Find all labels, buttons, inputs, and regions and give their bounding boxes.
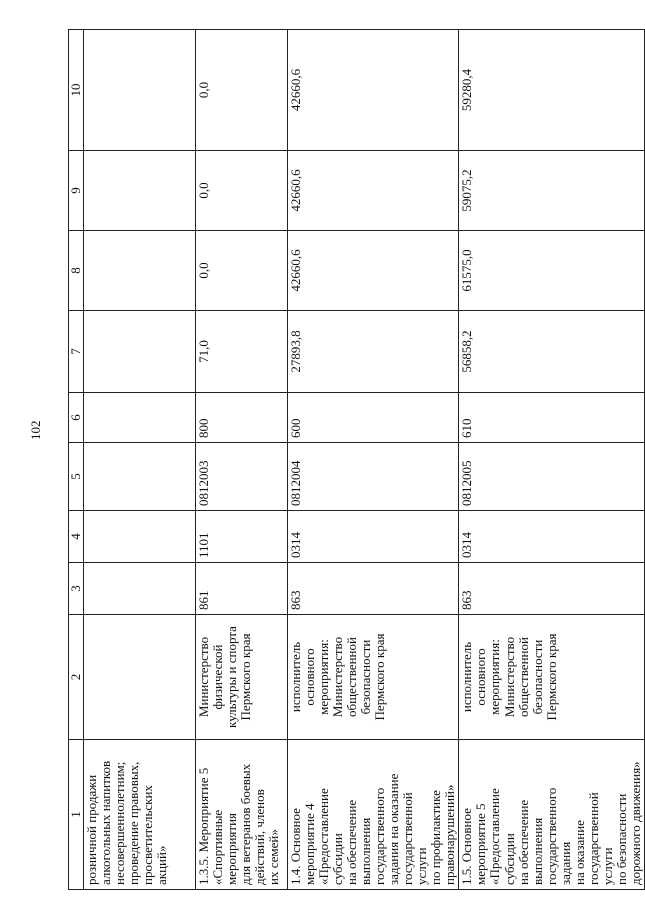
header-cell: 2 [69,615,84,740]
header-cell: 6 [69,393,84,443]
header-cell: 10 [69,30,84,151]
target-article-cell: 0812005 [459,443,644,511]
grbs-code-cell: 861 [196,563,288,615]
section-code-cell: 1101 [196,511,288,563]
header-row [69,30,84,890]
budget-table [68,29,645,890]
grbs-code-cell: 863 [288,563,459,615]
amount-cell: 71,0 [196,311,288,393]
header-cell: 5 [69,443,84,511]
target-article-cell: 0812003 [196,443,288,511]
amount-cell: 42660,6 [288,151,459,231]
header-cell: 9 [69,151,84,231]
table-row [288,30,459,890]
amount-cell [84,30,196,151]
measure-name-cell: розничной продажи алкогольных напитков несовершеннолетним; проведение правовых, просветительских акций» [84,740,196,890]
header-cell: 8 [69,231,84,311]
amount-cell: 42660,6 [288,30,459,151]
amount-cell [84,311,196,393]
amount-cell: 0,0 [196,231,288,311]
amount-cell: 0,0 [196,30,288,151]
amount-cell: 56858,2 [459,311,644,393]
page-number: 102 [28,420,43,440]
expense-type-cell [84,393,196,443]
executor-cell: Министерство физической культуры и спорта Пермского края [196,615,288,740]
rotated-table-wrapper [68,30,645,890]
target-article-cell [84,443,196,511]
amount-cell: 0,0 [196,151,288,231]
amount-cell: 59075,2 [459,151,644,231]
executor-cell [84,615,196,740]
section-code-cell: 0314 [459,511,644,563]
table-row [459,30,644,890]
expense-type-cell: 610 [459,393,644,443]
target-article-cell: 0812004 [288,443,459,511]
section-code-cell: 0314 [288,511,459,563]
executor-cell: исполнитель основного мероприятия: Министерство общественной безопасности Пермского края [288,615,459,740]
amount-cell [84,231,196,311]
table-row [84,30,196,890]
grbs-code-cell: 863 [459,563,644,615]
amount-cell: 42660,6 [288,231,459,311]
amount-cell: 59280,4 [459,30,644,151]
amount-cell: 27893,8 [288,311,459,393]
executor-cell: исполнитель основного мероприятия: Министерство общественной безопасности Пермского края [459,615,644,740]
header-cell: 3 [69,563,84,615]
measure-name-cell: 1.3.5. Мероприятие 5 «Спортивные мероприятия для ветеранов боевых действий, членов их семей» [196,740,288,890]
table-row [196,30,288,890]
section-code-cell [84,511,196,563]
amount-cell [84,151,196,231]
grbs-code-cell [84,563,196,615]
header-cell: 7 [69,311,84,393]
amount-cell: 61575,0 [459,231,644,311]
expense-type-cell: 800 [196,393,288,443]
header-cell: 4 [69,511,84,563]
expense-type-cell: 600 [288,393,459,443]
measure-name-cell: 1.4. Основное мероприятие 4 «Предоставление субсидии на обеспечение выполнения государственного задания на оказание государственной услуги по профилактике правонарушений» [288,740,459,890]
measure-name-cell: 1.5. Основное мероприятие 5 «Предоставление субсидии на обеспечение выполнения государственного задания на оказание государственной услуги по безопасности дорожного движения» [459,740,644,890]
header-cell: 1 [69,740,84,890]
